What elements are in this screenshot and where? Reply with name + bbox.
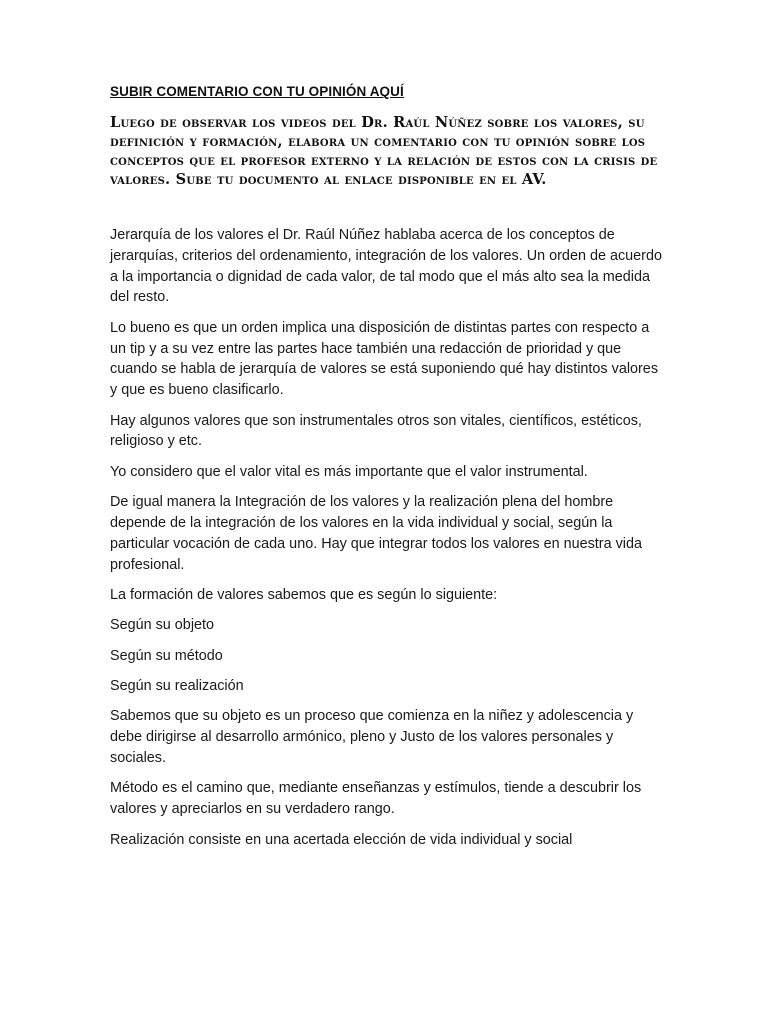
upload-comment-heading[interactable]: SUBIR COMENTARIO CON TU OPINIÓN AQUÍ xyxy=(110,84,404,99)
paragraph-opinion: Yo considero que el valor vital es más importante que el valor instrumental. xyxy=(110,463,588,480)
paragraph-objeto: Sabemos que su objeto es un proceso que comienza en la niñez y adolescencia y debe dirigirse al desarrollo armónico, pleno y Justo de los valores personales y sociales. xyxy=(110,708,634,767)
paragraph-tipos-valores: Hay algunos valores que son instrumentales otros son vitales, científicos, estéticos, religioso y etc. xyxy=(110,412,642,450)
list-item-metodo: Según su método xyxy=(110,647,223,664)
paragraph-metodo: Método es el camino que, mediante enseñanzas y estímulos, tiende a descubrir los valores y apreciarlos en su verdadero rango. xyxy=(110,780,642,818)
paragraph-orden: Lo bueno es que un orden implica una disposición de distintas partes con respecto a un tip y a su vez entre las partes hace también una redacción de prioridad y que cuando se habla de jerarquía de valores se está suponiendo qué hay distintos valores y que es bueno clasificarlo. xyxy=(110,319,659,399)
assignment-instructions: Luego de observar los videos del Dr. Raúl Núñez sobre los valores, su definición y formación, elabora un comentario con tu opinión sobre los conceptos que el profesor externo y la relación de estos con la crisis de valores. Sube tu documento al enlace disponible en el AV. xyxy=(110,114,658,188)
paragraph-jerarquia: Jerarquía de los valores el Dr. Raúl Núñez hablaba acerca de los conceptos de jerarquías, criterios del ordenamiento, integración de los valores. Un orden de acuerdo a la importancia o dignidad de cada valor, de tal modo que el más alto sea la medida del resto. xyxy=(110,227,662,306)
list-item-realizacion: Según su realización xyxy=(110,678,244,695)
paragraph-formacion: La formación de valores sabemos que es según lo siguiente: xyxy=(110,586,498,603)
paragraph-realizacion: Realización consiste en una acertada elección de vida individual y social xyxy=(110,831,573,848)
paragraph-integracion: De igual manera la Integración de los valores y la realización plena del hombre depende de la integración de los valores en la vida individual y social, según la particular vocación de cada uno. Hay que integrar todos los valores en nuestra vida profesional. xyxy=(110,494,642,573)
document-page xyxy=(110,84,662,860)
list-item-objeto: Según su objeto xyxy=(110,617,215,634)
comment-body xyxy=(110,225,662,850)
